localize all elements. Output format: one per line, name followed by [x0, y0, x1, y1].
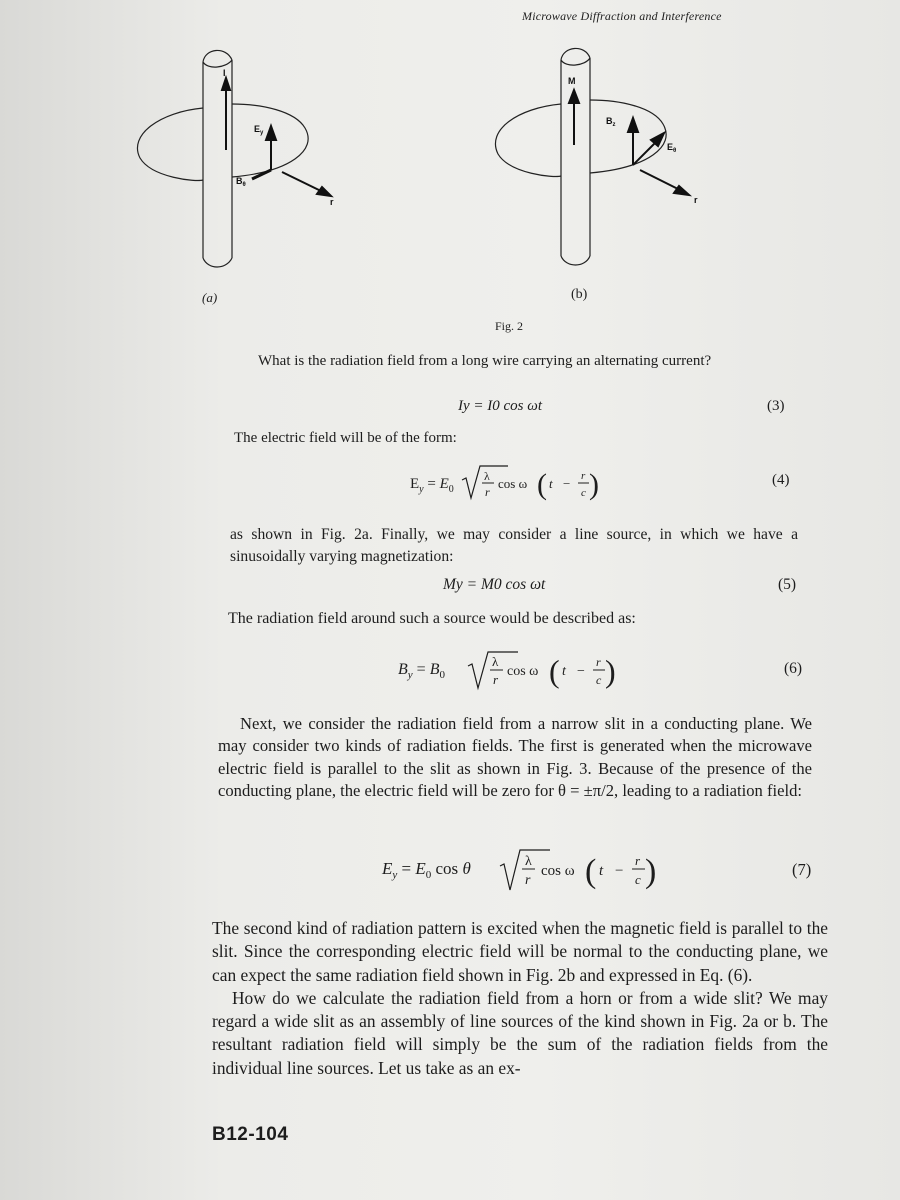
svg-text:(: (: [549, 653, 560, 689]
equation-5: My = M0 cos ωt: [443, 576, 546, 593]
current-arrow: [222, 78, 230, 90]
svg-text:λ: λ: [492, 654, 499, 669]
wire-b-top: [561, 48, 590, 65]
svg-text:(: (: [537, 468, 547, 501]
equation-4: [400, 458, 660, 510]
svg-text:cos ω: cos ω: [507, 664, 539, 679]
running-head: Microwave Diffraction and Interference: [522, 9, 722, 23]
e-field-arrow-a: [266, 126, 276, 140]
subfigure-label-b: (b): [571, 287, 588, 302]
svg-text:λ: λ: [525, 854, 532, 869]
paragraph-2: The electric field will be of the form:: [234, 430, 457, 446]
equation-3-number: (3): [767, 398, 785, 414]
page-number: B12-104: [212, 1124, 289, 1145]
ring-b: [495, 100, 666, 176]
svg-text:c: c: [635, 872, 641, 887]
paragraph-1-text: What is the radiation field from a long wire carrying an alternating current?: [258, 353, 712, 369]
figure-2-diagram: [0, 40, 900, 290]
equation-6: [398, 644, 668, 702]
label-M: M: [568, 76, 576, 86]
magnetization-arrow: [569, 90, 579, 103]
label-r-a: r: [330, 197, 334, 207]
svg-text:c: c: [596, 673, 602, 687]
label-Ey: $E_y$: [254, 124, 264, 136]
svg-text:−: −: [615, 863, 624, 879]
wire-b-bottom: [561, 256, 590, 265]
label-r-b: r: [694, 195, 698, 205]
wire-b-body: [561, 58, 590, 256]
svg-text:Ey = E0: $E_y = E_0$: [410, 476, 454, 495]
equation-5-number: (5): [778, 576, 797, 593]
wire-a-bottom: [203, 258, 232, 267]
b-field-arrow-b: [628, 118, 638, 132]
svg-text:r: r: [485, 485, 490, 499]
svg-text:Ey = E0 cos θ: $E_y = E_0$ cos θ: [382, 859, 471, 881]
svg-text:t: t: [549, 476, 553, 491]
r-arrow-a: [317, 187, 331, 196]
paragraph-6: The second kind of radiation pattern is excited when the magnetic field is parallel to the slit. Since the corresponding electric field will be normal to the conducting plane, we can expect the same radiation field shown in Fig. 2b and expressed in Eq. (6).: [212, 918, 828, 985]
paragraph-6-block: [212, 917, 828, 1080]
equation-4-number: (4): [772, 472, 790, 488]
svg-text:λ: λ: [484, 469, 490, 483]
svg-text:(: (: [585, 853, 597, 890]
paragraph-3: as shown in Fig. 2a. Finally, we may consider a line source, in which we have a sinusoidally varying magnetization:: [230, 526, 798, 565]
equation-3: Iy = I0 cos ωt: [458, 398, 543, 414]
equation-6-number: (6): [784, 660, 803, 677]
svg-text:r: r: [635, 853, 641, 868]
svg-text:r: r: [581, 470, 586, 482]
subfigure-label-a: (a): [202, 290, 218, 305]
paragraph-1: [236, 350, 784, 372]
svg-text:c: c: [581, 487, 586, 499]
paragraph-7: How do we calculate the radiation field from a horn or from a wide slit? We may regard a wide slit as an assembly of line sources of the kind shown in Fig. 2a or b. The resultant radiation field will simply be the sum of the radiation fields from the individual line sources. Let us take as an ex-: [212, 987, 828, 1078]
paragraph-5-text: Next, we consider the radiation field from a narrow slit in a conducting plane. We may consider two kinds of radiation fields. The first is generated when the microwave electric field is parallel to the slit as shown in Fig. 3. Because of the presence of the conducting plane, the electric field will be zero for θ = ±π/2, leading to a radiation field:: [218, 714, 812, 800]
paragraph-4: The radiation field around such a source would be described as:: [228, 610, 636, 627]
svg-text:By = B0: $B_y = B_0$: [398, 661, 445, 681]
svg-text:): ): [589, 468, 599, 501]
svg-text:r: r: [493, 672, 499, 687]
svg-text:t: t: [599, 863, 604, 879]
paragraph-5: [218, 713, 812, 802]
svg-text:): ): [605, 653, 616, 689]
label-Bz: $B_z$: [606, 116, 616, 128]
svg-text:cos ω: cos ω: [498, 476, 528, 491]
equation-7: [382, 842, 682, 902]
svg-text:): ): [645, 853, 657, 890]
label-Btheta: $B_\theta$: [236, 176, 246, 188]
label-Etheta: $E_\theta$: [667, 142, 677, 154]
svg-text:−: −: [563, 476, 571, 491]
wire-a-top: [203, 50, 232, 67]
svg-text:t: t: [562, 664, 566, 679]
ring-a: [137, 104, 308, 180]
svg-text:−: −: [577, 664, 585, 679]
equation-7-number: (7): [792, 860, 812, 879]
svg-text:r: r: [596, 655, 601, 669]
figure-caption: Fig. 2: [495, 319, 524, 333]
label-I: I: [223, 68, 226, 78]
svg-text:cos ω: cos ω: [541, 863, 575, 879]
svg-text:r: r: [525, 873, 531, 888]
